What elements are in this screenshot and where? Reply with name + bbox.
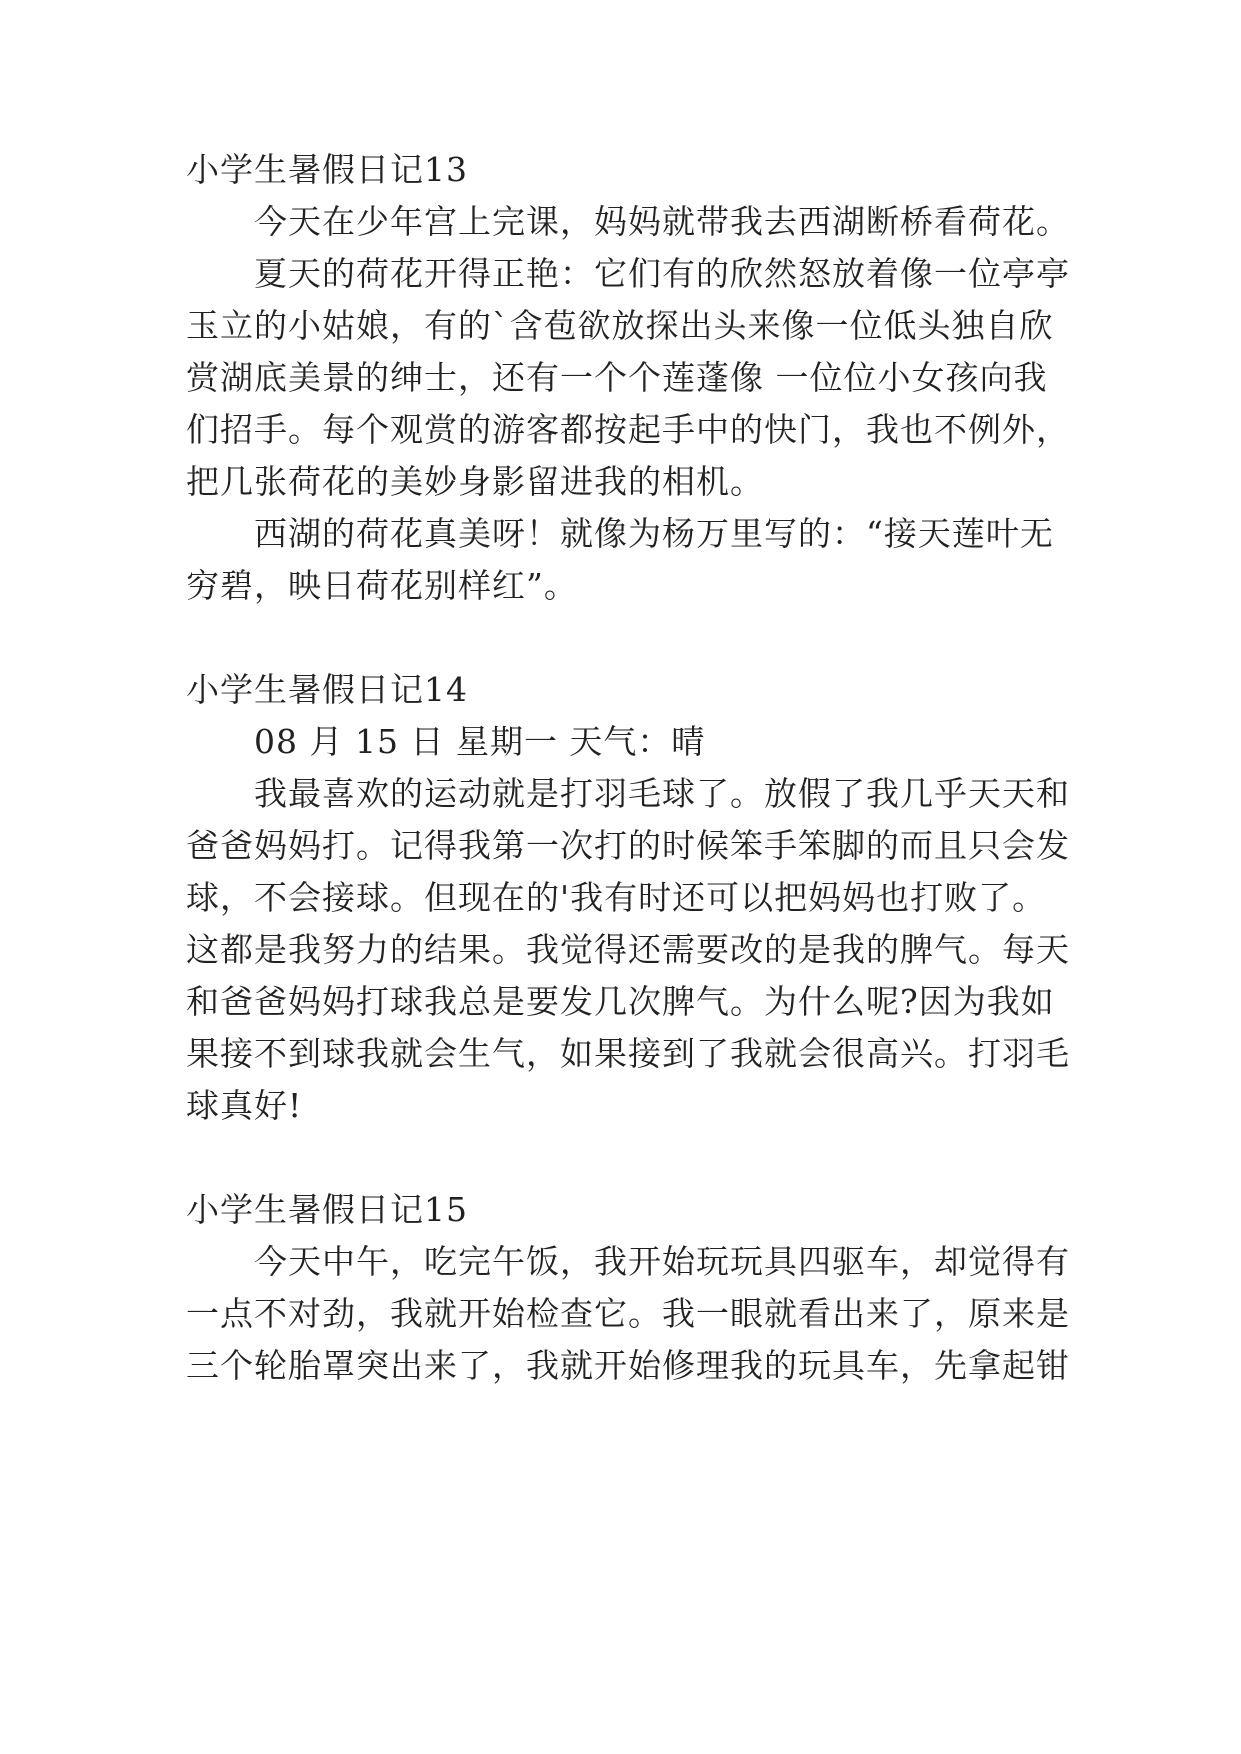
entry-title: 小学生暑假日记13 [186, 150, 468, 189]
paragraph-line: 今天在少年宫上完课，妈妈就带我去西湖断桥看荷花。 [254, 202, 1070, 241]
paragraph-line: 球，不会接球。但现在的'我有时还可以把妈妈也打败了。 [186, 878, 1047, 917]
paragraph-line: 和爸爸妈妈打球我总是要发几次脾气。为什么呢?因为我如 [186, 982, 1055, 1021]
paragraph-line: 赏湖底美景的绅士，还有一个个莲蓬像 一位位小女孩向我 [186, 358, 1048, 397]
paragraph-line: 玉立的小姑娘，有的`含苞欲放探出头来像一位低头独自欣 [186, 306, 1054, 345]
paragraph-line: 爸爸妈妈打。记得我第一次打的时候笨手笨脚的而且只会发 [186, 826, 1070, 865]
paragraph-line: 夏天的荷花开得正艳：它们有的欣然怒放着像一位亭亭 [254, 254, 1070, 293]
entry-title: 小学生暑假日记15 [186, 1190, 468, 1229]
paragraph-line: 西湖的荷花真美呀！就像为杨万里写的：“接天莲叶无 [254, 514, 1054, 553]
paragraph-line: 今天中午，吃完午饭，我开始玩玩具四驱车，却觉得有 [254, 1242, 1070, 1281]
paragraph-line: 三个轮胎罩突出来了，我就开始修理我的玩具车，先拿起钳 [186, 1346, 1070, 1385]
paragraph-line: 把几张荷花的美妙身影留进我的相机。 [186, 462, 764, 501]
paragraph-line: 果接不到球我就会生气，如果接到了我就会很高兴。打羽毛 [186, 1034, 1070, 1073]
paragraph-line: 一点不对劲，我就开始检查它。我一眼就看出来了，原来是 [186, 1294, 1070, 1333]
paragraph-line: 我最喜欢的运动就是打羽毛球了。放假了我几乎天天和 [254, 774, 1070, 813]
paragraph-line: 这都是我努力的结果。我觉得还需要改的是我的脾气。每天 [186, 930, 1070, 969]
date-line: 08 月 15 日 星期一 天气：晴 [254, 722, 706, 761]
paragraph-line: 们招手。每个观赏的游客都按起手中的快门，我也不例外， [186, 410, 1070, 449]
paragraph-line: 穷碧，映日荷花别样红”。 [186, 566, 578, 605]
entry-title: 小学生暑假日记14 [186, 670, 468, 709]
paragraph-line: 球真好! [186, 1086, 303, 1125]
